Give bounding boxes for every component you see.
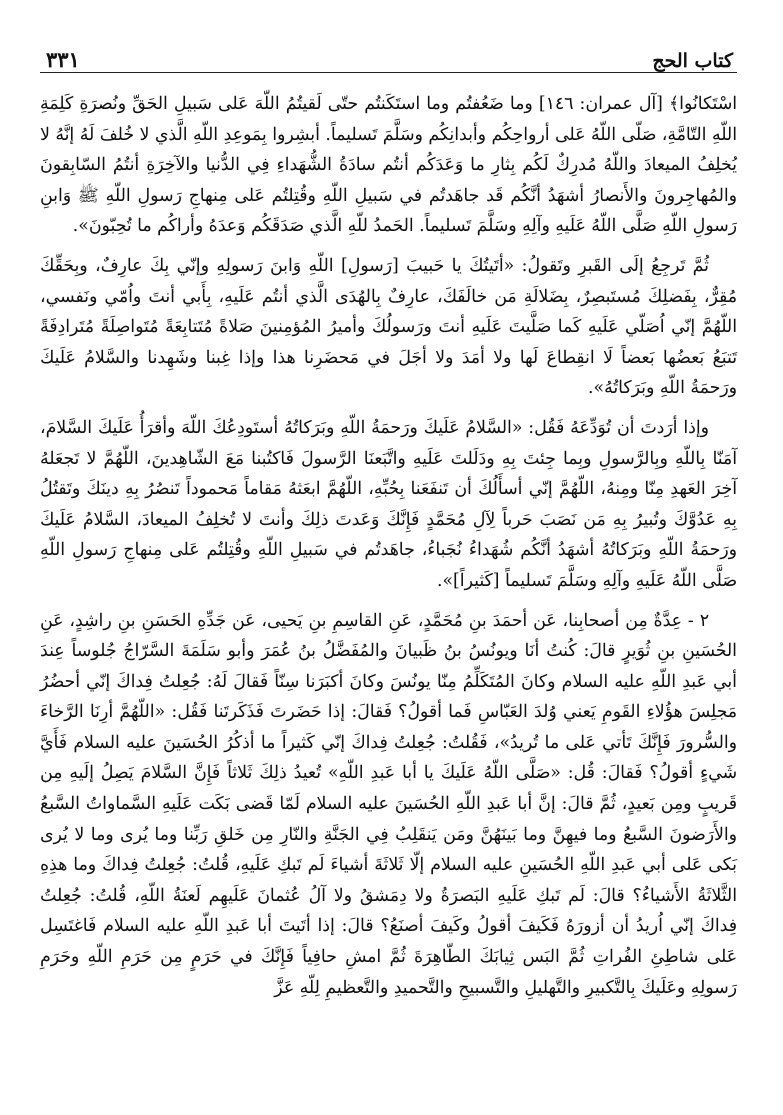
paragraph-3: وإذا أرَدتَ أن تُوَدِّعَهُ فَقُل: «السَّلامُ عَلَيكَ ورَحمَةُ اللّهِ وبَرَكاتُهُ أستَودِعُكَ اللّهَ وأقرَأُ عَلَيكَ السَّلامَ، آمَنّا بِاللّهِ وبِالرَّسولِ وبِما جِئتَ بِهِ ودَلَلتَ عَلَيهِ واتَّبَعنَا الرَّسولَ فَاكتُبنا مَعَ الشّاهِدينَ، اللّهُمَّ لا تَجعَلهُ آخِرَ العَهدِ مِنّا ومِنهُ، اللّهُمَّ إنّي أسأَلُكَ أن تَنفَعَنا بِحُبِّهِ، اللّهُمَّ ابعَثهُ مَقاماً مَحموداً تَنصُرُ بِهِ دينَكَ وتَقتُلُ بِهِ عَدُوَّكَ وتُبيرُ بِهِ مَن نَصَبَ حَرباً لِآلِ مُحَمَّدٍ فَإِنَّكَ وَعَدتَ ذلِكَ وأنتَ لا تُخلِفُ الميعادَ، السَّلامُ عَلَيكَ ورَحمَةُ اللّهِ وبَرَكاتُهُ أشهَدُ أنَّكُم شُهَداءُ نُجَباءُ، جاهَدتُم في سَبيلِ اللّهِ وقُتِلتُم عَلى مِنهاجِ رَسولِ اللّهِ صَلَّى اللّهُ عَلَيهِ وآلِهِ وسَلَّمَ تَسليماً [كَثيراً]». bbox=[40, 417, 737, 591]
running-header bbox=[40, 32, 737, 73]
page-number: ٣٣١ bbox=[46, 47, 80, 72]
paragraph-4: ٢ - عِدَّةٌ مِن أصحابِنا، عَن أحمَدَ بنِ مُحَمَّدٍ، عَنِ القاسِمِ بنِ يَحيى، عَن جَدِّهِ الحَسَنِ بنِ راشِدٍ، عَنِ الحُسَينِ بنِ ثُوَيرٍ قالَ: كُنتُ أنَا ويونُسُ بنُ ظَبيانَ والمُفَضَّلُ بنُ عُمَرَ وأبو سَلَمَةَ السَّرّاجُ جُلوساً عِندَ أبي عَبدِ اللّهِ عليه السلام وكانَ المُتَكَلِّمُ مِنّا يونُسَ وكانَ أكبَرَنا سِنّاً فَقالَ لَهُ: جُعِلتُ فِداكَ إنّي أحضُرُ مَجلِسَ هؤُلاءِ القَومِ يَعني وُلدَ العَبّاسِ فَما أقولُ؟ فَقالَ: إذا حَضَرتَ فَذَكَرتَنا فَقُل: «اللّهُمَّ أرِنَا الرَّخاءَ والسُّرورَ فَإِنَّكَ تَأتي عَلى ما تُريدُ»، فَقُلتُ: جُعِلتُ فِداكَ إنّي كَثيراً ما أذكُرُ الحُسَينَ عليه السلام فَأَيَّ شَيءٍ أقولُ؟ فَقالَ: قُل: «صَلَّى اللّهُ عَلَيكَ يا أبا عَبدِ اللّهِ» تُعيدُ ذلِكَ ثَلاثاً فَإِنَّ السَّلامَ يَصِلُ إلَيهِ مِن قَريبٍ ومِن بَعيدٍ، ثُمَّ قالَ: إنَّ أبا عَبدِ اللّهِ الحُسَينَ عليه السلام لَمّا قَضى بَكَت عَلَيهِ السَّماواتُ السَّبعُ والأَرَضونَ السَّبعُ وما فيهِنَّ وما بَينَهُنَّ ومَن يَنقَلِبُ فِي الجَنَّةِ والنّارِ مِن خَلقِ رَبِّنا وما يُرى وما لا يُرى بَكى عَلى أبي عَبدِ اللّهِ الحُسَينِ عليه السلام إلّا ثَلاثَةَ أشياءَ لَم تَبكِ عَلَيهِ، قُلتُ: جُعِلتُ فِداكَ وما هذِهِ الثَّلاثَةُ الأَشياءُ؟ قالَ: لَم تَبكِ عَلَيهِ البَصرَةُ ولا دِمَشقُ ولا آلُ عُثمانَ عَلَيهِم لَعنَةُ اللّهِ، قُلتُ: جُعِلتُ فِداكَ إنّي اُريدُ أن أزورَهُ فَكَيفَ أقولُ وكَيفَ أصنَعُ؟ قالَ: إذا أتَيتَ أبا عَبدِ اللّهِ عليه السلام فَاغتَسِل عَلى شاطِئِ الفُراتِ ثُمَّ البَس ثِيابَكَ الطّاهِرَةَ ثُمَّ امشِ حافِياً فَإِنَّكَ في حَرَمٍ مِن حَرَمِ اللّهِ وحَرَمِ رَسولِهِ وعَلَيكَ بِالتَّكبيرِ والتَّهليلِ والتَّسبيحِ والتَّحميدِ والتَّعظيمِ لِلّهِ عَزَّ bbox=[40, 610, 737, 998]
page-body bbox=[40, 89, 737, 1003]
paragraph-2: ثُمَّ تَرجِعُ إلَى القَبرِ وتَقولُ: «أتَيتُكَ يا حَبيبَ [رَسولِ] اللّهِ وَابنَ رَسولِهِ وإنّي بِكَ عارِفٌ، وبِحَقِّكَ مُقِرٌّ، بِفَضلِكَ مُستَبصِرٌ، بِضَلالَةِ مَن خالَفَكَ، عارِفٌ بِالهُدَى الَّذي أنتُم عَلَيهِ، بِأَبي أنتَ واُمّي ونَفسي، اللّهُمَّ إنّي اُصَلّي عَلَيهِ كَما صَلَّيتَ عَلَيهِ أنتَ ورَسولُكَ وأميرُ المُؤمِنينَ صَلاةً مُتَتابِعَةً مُتَواصِلَةً مُتَرادِفَةً تَتبَعُ بَعضُها بَعضاً لَا انقِطاعَ لَها ولا أمَدَ ولا أجَلَ في مَحضَرِنا هذا وإذا غِبنا وشَهِدنا والسَّلامُ عَلَيكَ ورَحمَةُ اللّهِ وبَرَكاتُهُ». bbox=[40, 255, 737, 399]
book-title: كتاب الحج bbox=[652, 50, 733, 72]
paragraph-1: اسْتَكانُوا﴾ [آل عمران: ١٤٦] وما ضَعُفتُم وما استَكَنتُم حتّى لَقيتُمُ اللّهَ عَلى سَبيلِ الحَقِّ ونُصرَةِ كَلِمَةِ اللّهِ التّامَّةِ، صَلّى اللّهُ عَلى أرواحِكُم وأبدانِكُم وسَلَّمَ تَسليماً. أبشِروا بِمَوعِدِ اللّهِ الَّذي لا خُلفَ لَهُ إنَّهُ لا يُخلِفُ الميعادَ واللّهُ مُدرِكٌ لَكُم بِثارِ ما وَعَدَكُم أنتُم سادَةُ الشُّهَداءِ فِي الدُّنيا والآخِرَةِ أنتُمُ السّابِقونَ والمُهاجِرونَ والأَنصارُ أشهَدُ أنَّكُم قَد جاهَدتُم في سَبيلِ اللّهِ وقُتِلتُم عَلى مِنهاجِ رَسولِ اللّهِ ﷺ وَابنِ رَسولِ اللّهِ صَلَّى اللّهُ عَلَيهِ وآلِهِ وسَلَّمَ تَسليماً. الحَمدُ للّهِ الَّذي صَدَقَكُم وَعدَهُ وأراكُم ما تُحِبّونَ». bbox=[40, 94, 737, 237]
